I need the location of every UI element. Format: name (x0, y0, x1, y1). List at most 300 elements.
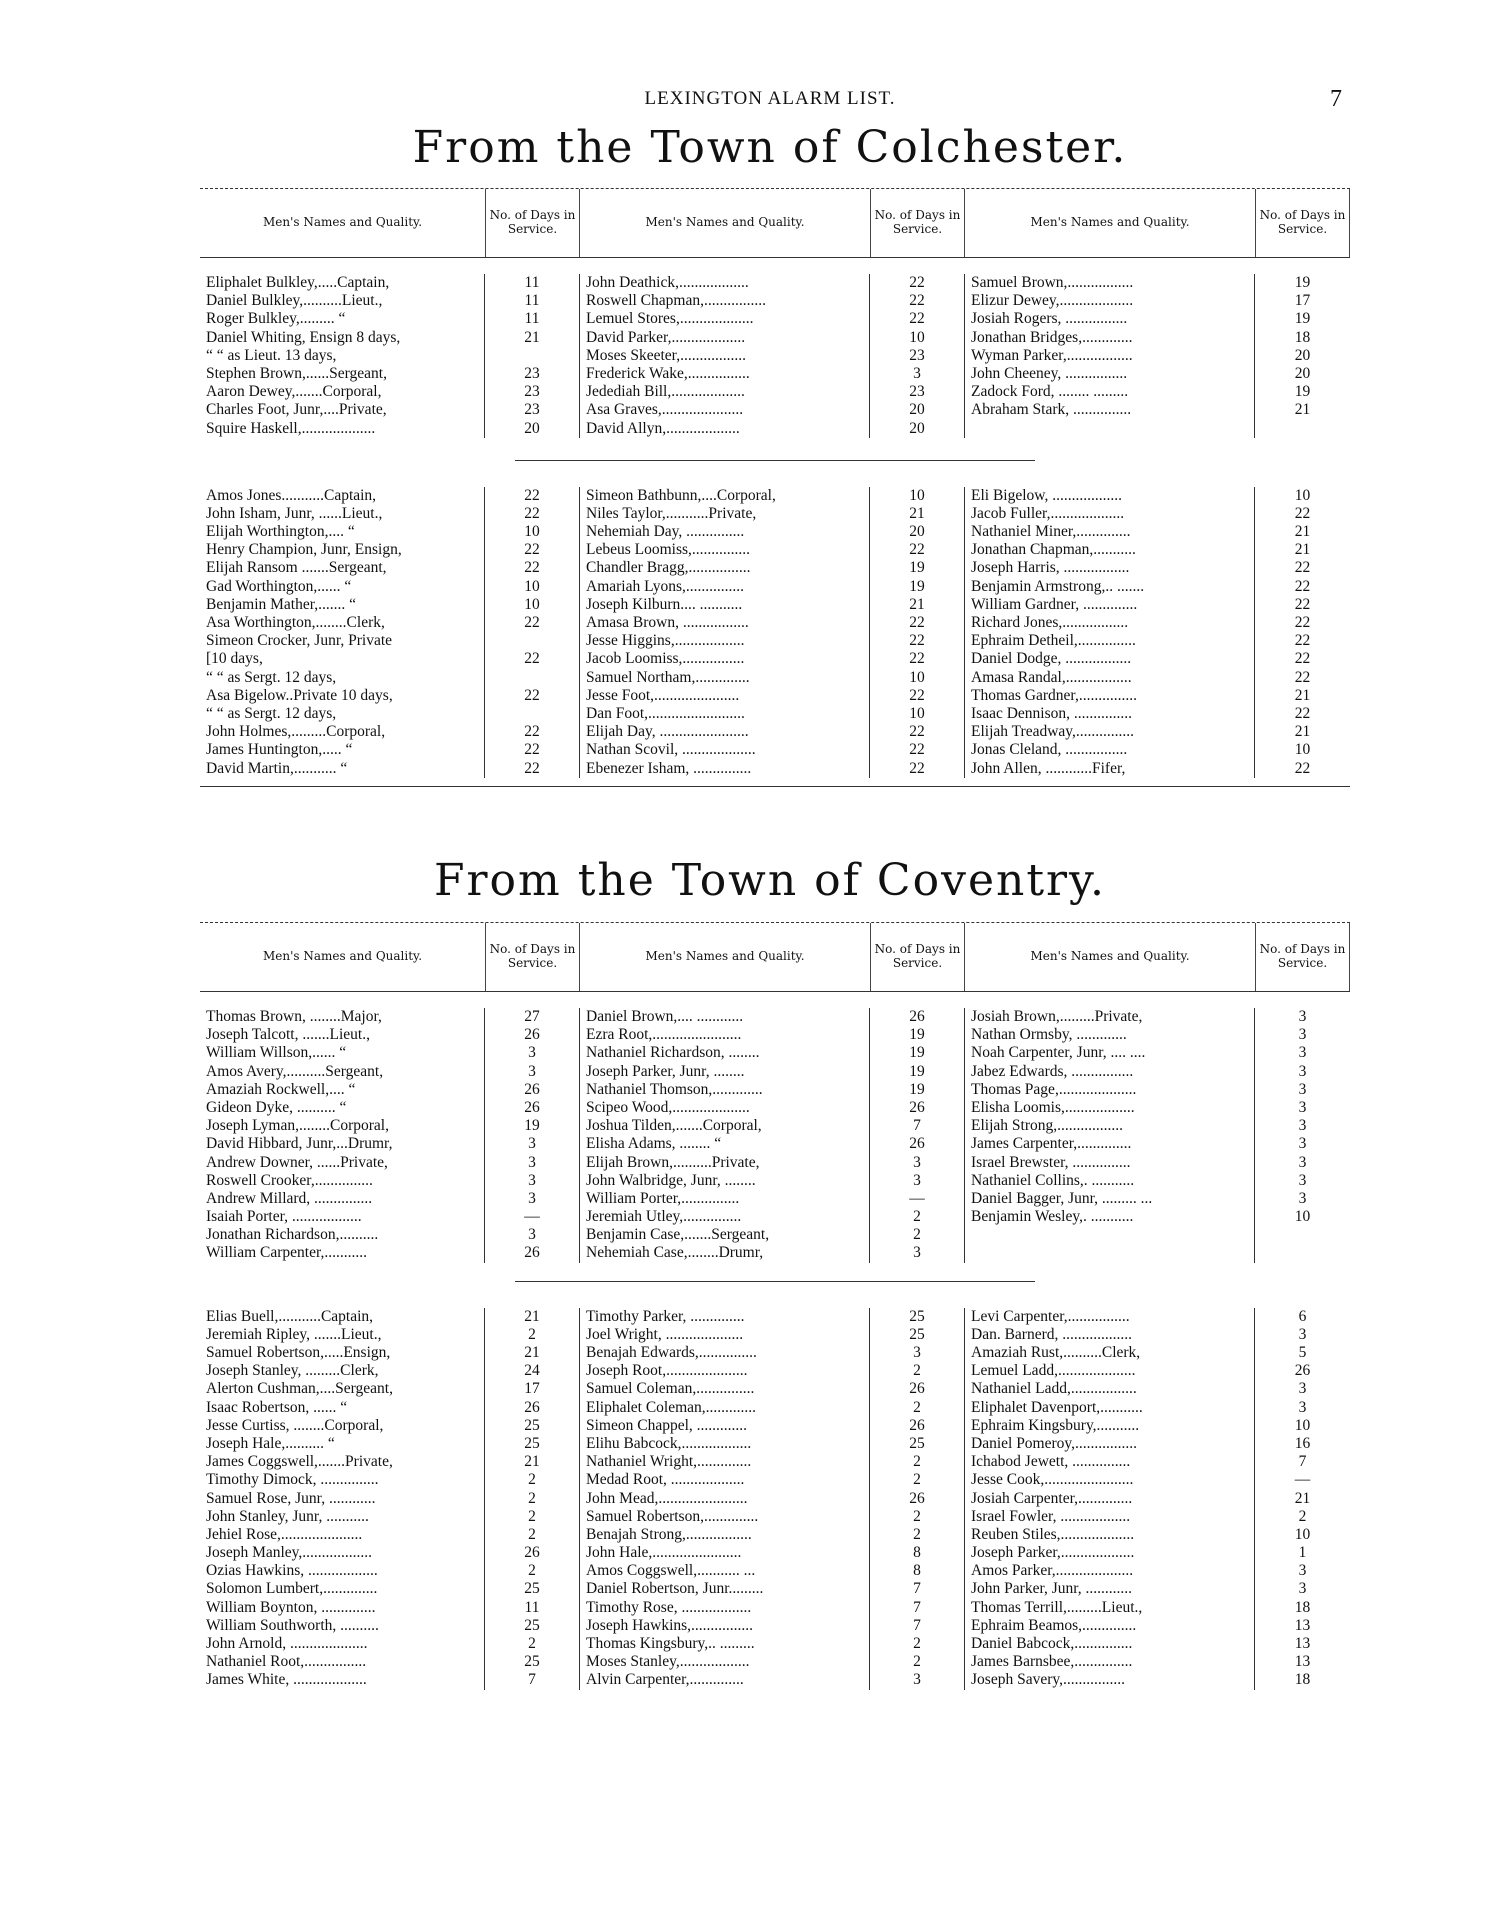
soldier-name: Asa Worthington,........Clerk, (206, 614, 385, 631)
soldier-name: Samuel Northam,.............. (586, 668, 750, 686)
days-value: 13 (1294, 1616, 1311, 1634)
soldier-name: Eliphalet Davenport,........... (971, 1398, 1143, 1416)
names-column (580, 487, 870, 778)
days-column (1255, 274, 1350, 438)
days-value: 26 (524, 1244, 540, 1262)
soldier-name: Joseph Manley,.................. (206, 1544, 373, 1562)
days-value: 26 (1294, 1362, 1311, 1380)
days-value: 2 (528, 1562, 536, 1580)
days-value: 10 (1294, 1525, 1311, 1543)
days-value: 23 (524, 364, 540, 382)
days-value: 22 (524, 650, 540, 668)
soldier-name: Isaac Robertson, ...... “ (206, 1398, 348, 1416)
soldier-name: Niles Taylor,...........Private, (586, 504, 757, 522)
days-value: 25 (909, 1307, 925, 1325)
soldier-name: Moses Skeeter,................. (586, 346, 746, 364)
names-header: Men's Names and Quality. (262, 215, 423, 230)
soldier-name: James Barnsbee,............... (971, 1653, 1133, 1671)
soldier-name: Elizur Dewey,................... (971, 292, 1134, 310)
days-value: 11 (524, 292, 540, 310)
days-header: No. of Days in Service. (1255, 189, 1350, 257)
soldier-name: James White, ................... (206, 1671, 367, 1689)
days-value: 11 (524, 1598, 540, 1616)
days-value: 23 (909, 346, 925, 364)
soldier-name: Simeon Chappel, ............. (586, 1416, 748, 1434)
soldier-name: John Deathick,.................. (586, 274, 749, 291)
soldier-name: Benjamin Mather,....... “ (206, 595, 357, 613)
names-column (965, 274, 1255, 438)
soldier-name: Jedediah Bill,................... (586, 383, 745, 401)
days-value: 2 (913, 1471, 921, 1489)
days-value: 3 (1298, 1153, 1307, 1171)
soldier-name: Elias Buell,...........Captain, (206, 1307, 374, 1325)
soldier-name: Elijah Treadway,............... (971, 723, 1135, 741)
days-value: 22 (1294, 668, 1311, 686)
days-value: 22 (524, 614, 540, 631)
soldier-name: John Isham, Junr, ......Lieut., (206, 504, 383, 522)
days-value: 21 (909, 504, 925, 522)
soldier-name: John Arnold, .................... (206, 1635, 368, 1652)
days-value: 26 (909, 1098, 925, 1116)
days-column (1255, 487, 1350, 778)
running-title: LEXINGTON ALARM LIST. (644, 88, 896, 109)
soldier-name: Squire Haskell,................... (206, 419, 376, 437)
soldier-name: Ephraim Beamos,.............. (971, 1616, 1137, 1634)
soldier-name: William Gardner, .............. (971, 595, 1138, 613)
days-value: 19 (909, 1062, 925, 1080)
names-column (580, 1008, 870, 1263)
days-value: 24 (524, 1362, 540, 1380)
soldier-name: Amasa Brown, ................. (586, 614, 749, 631)
soldier-name: Jonas Cleland, ................ (971, 741, 1128, 759)
days-value: 22 (909, 723, 925, 741)
soldier-name: Jacob Loomiss,................ (586, 650, 745, 668)
days-value: 22 (909, 686, 925, 704)
soldier-name: Amos Avery,..........Sergeant, (206, 1062, 384, 1080)
soldier-name: Jonathan Richardson,.......... (206, 1226, 379, 1244)
days-header: No. of Days in Service. (870, 189, 965, 257)
days-value: 7 (913, 1117, 921, 1135)
days-value: 11 (524, 274, 540, 291)
column-header-row (200, 188, 1350, 258)
names-column (200, 274, 485, 438)
soldier-name: John Cheeney, ................ (971, 364, 1128, 382)
days-value: 20 (1294, 364, 1311, 382)
soldier-name: Medad Root, ................... (586, 1471, 745, 1489)
days-value: 25 (524, 1580, 540, 1598)
days-column (870, 1308, 965, 1690)
days-value: 22 (524, 723, 540, 741)
soldier-name: Joseph Harris, ................. (971, 559, 1130, 577)
soldier-name: Dan. Barnerd, .................. (971, 1325, 1132, 1343)
soldier-name: Daniel Bulkley,..........Lieut., (206, 292, 383, 310)
days-value: 19 (909, 1080, 925, 1098)
days-value: 2 (913, 1525, 921, 1543)
soldier-name: [10 days, (206, 650, 263, 668)
soldier-name: Daniel Bagger, Junr, ......... ... (971, 1189, 1153, 1207)
days-value: 22 (909, 541, 925, 559)
days-value: 10 (909, 668, 925, 686)
names-column (200, 1308, 485, 1690)
days-column (485, 1008, 580, 1263)
soldier-name: Amos Parker,.................... (971, 1562, 1134, 1580)
soldier-name: James Coggswell,.......Private, (206, 1453, 393, 1471)
days-value: 20 (909, 401, 925, 419)
days-value: 21 (909, 595, 925, 613)
soldier-name: Israel Fowler, .................. (971, 1507, 1131, 1525)
colchester-roster (200, 188, 1350, 787)
soldier-name: Nathaniel Miner,.............. (971, 523, 1131, 541)
soldier-name: Lebeus Loomiss,............... (586, 541, 751, 559)
soldier-name: Isaac Dennison, ............... (971, 704, 1132, 722)
roster-block (200, 274, 1350, 438)
days-header: No. of Days in Service. (1255, 923, 1350, 991)
soldier-name: Joshua Tilden,.......Corporal, (586, 1117, 762, 1135)
soldier-name: Noah Carpenter, Junr, .... .... (971, 1044, 1146, 1062)
soldier-name: Nathaniel Root,................ (206, 1653, 367, 1671)
days-value: 1 (1298, 1544, 1307, 1562)
days-value: 3 (528, 1135, 536, 1153)
days-value: 26 (524, 1026, 540, 1044)
soldier-name: Ezra Root,....................... (586, 1026, 742, 1044)
soldier-name: Samuel Robertson,.............. (586, 1507, 759, 1525)
days-value: 19 (1294, 383, 1311, 401)
days-value: 3 (528, 1226, 536, 1244)
days-value: 18 (1294, 1598, 1311, 1616)
days-header: No. of Days in Service. (485, 923, 580, 991)
soldier-name: John Holmes,.........Corporal, (206, 723, 386, 741)
days-column (1255, 1308, 1350, 1690)
soldier-name: James Carpenter,.............. (971, 1135, 1132, 1153)
days-value: 11 (524, 310, 540, 328)
soldier-name: Daniel Dodge, ................. (971, 650, 1132, 668)
days-value: 21 (524, 1344, 540, 1361)
soldier-name: Daniel Brown,.... ............ (586, 1008, 744, 1025)
days-value: 3 (1298, 1062, 1307, 1080)
soldier-name: Jesse Cook,....................... (971, 1471, 1134, 1489)
soldier-name: Eliphalet Coleman,............. (586, 1398, 757, 1416)
soldier-name: William Southworth, .......... (206, 1616, 379, 1634)
days-value: 2 (528, 1635, 536, 1652)
soldier-name: Joseph Parker, Junr, ........ (586, 1062, 745, 1080)
days-value: 22 (1294, 632, 1311, 650)
soldier-name: Benjamin Case,.......Sergeant, (586, 1226, 770, 1244)
days-value (485, 632, 579, 650)
days-value: 22 (524, 486, 540, 504)
days-value: 2 (913, 1398, 921, 1416)
days-value: 22 (1294, 704, 1311, 722)
soldier-name: John Hale,....................... (586, 1544, 742, 1562)
days-value: 25 (909, 1325, 925, 1343)
soldier-name: Jabez Edwards, ................ (971, 1062, 1134, 1080)
days-value: 3 (1298, 1026, 1307, 1044)
soldier-name: Elijah Day, ....................... (586, 723, 749, 741)
soldier-name: Jesse Foot,...................... (586, 686, 740, 704)
soldier-name: Nathaniel Collins,. ........... (971, 1171, 1135, 1189)
soldier-name: David Martin,........... “ (206, 759, 348, 777)
days-value: 2 (913, 1653, 921, 1671)
soldier-name: Elijah Worthington,.... “ (206, 523, 355, 541)
days-value: 8 (913, 1544, 921, 1562)
soldier-name: Elijah Ransom .......Sergeant, (206, 559, 387, 577)
days-value: 3 (1298, 1380, 1307, 1398)
days-value: 3 (1298, 1171, 1307, 1189)
soldier-name: Benjamin Wesley,. ........... (971, 1208, 1134, 1226)
days-value: 25 (524, 1434, 540, 1452)
days-value: 27 (524, 1008, 540, 1025)
soldier-name: Lemuel Stores,................... (586, 310, 754, 328)
days-value: 22 (524, 741, 540, 759)
days-value: 10 (909, 328, 925, 346)
soldier-name: “ “ as Sergt. 12 days, (206, 704, 337, 722)
soldier-name: Stephen Brown,......Sergeant, (206, 364, 387, 382)
soldier-name: Daniel Babcock,............... (971, 1635, 1133, 1652)
days-value: 18 (1294, 328, 1311, 346)
days-value: 21 (1294, 686, 1311, 704)
days-value: 25 (909, 1434, 925, 1452)
soldier-name: Wyman Parker,................. (971, 346, 1133, 364)
soldier-name: Elijah Brown,..........Private, (586, 1153, 760, 1171)
soldier-name: Joseph Savery,................ (971, 1671, 1125, 1689)
names-column (200, 487, 485, 778)
soldier-name: Jehiel Rose,..................... (206, 1525, 363, 1543)
soldier-name: Nathan Scovil, ................... (586, 741, 756, 759)
days-value: 23 (909, 383, 925, 401)
days-value: — (909, 1189, 925, 1207)
soldier-name: Ephraim Kingsbury,........... (971, 1416, 1140, 1434)
soldier-name: Nathaniel Thomson,............. (586, 1080, 763, 1098)
days-value: 10 (1294, 1416, 1311, 1434)
days-value: 20 (909, 523, 925, 541)
days-value: 2 (913, 1362, 921, 1380)
soldier-name: Benjamin Armstrong,.. ....... (971, 577, 1145, 595)
days-value: 3 (1298, 1008, 1307, 1025)
soldier-name: Alvin Carpenter,.............. (586, 1671, 744, 1689)
soldier-name: Samuel Brown,................. (971, 274, 1134, 291)
days-header: No. of Days in Service. (485, 189, 580, 257)
soldier-name: Thomas Terrill,.........Lieut., (971, 1598, 1143, 1616)
soldier-name: Levi Carpenter,................ (971, 1307, 1130, 1325)
soldier-name: Henry Champion, Junr, Ensign, (206, 541, 402, 559)
days-value: 22 (1294, 650, 1311, 668)
soldier-name: Timothy Rose, .................. (586, 1598, 752, 1616)
soldier-name: Daniel Robertson, Junr......... (586, 1580, 764, 1598)
soldier-name: Timothy Dimock, ............... (206, 1471, 379, 1489)
soldier-name: Josiah Rogers, ................ (971, 310, 1128, 328)
soldier-name: John Allen, ............Fifer, (971, 759, 1126, 777)
days-value: 18 (1294, 1671, 1311, 1689)
days-value: 22 (909, 310, 925, 328)
soldier-name: Jonathan Chapman,........... (971, 541, 1136, 559)
days-value: 3 (1298, 1135, 1307, 1153)
days-value: 16 (1294, 1434, 1311, 1452)
days-value: 22 (524, 759, 540, 777)
soldier-name: Andrew Millard, ............... (206, 1189, 373, 1207)
soldier-name: Jeremiah Utley,............... (586, 1208, 742, 1226)
days-value: 26 (524, 1544, 540, 1562)
days-value: 23 (524, 401, 540, 419)
soldier-name: Ichabod Jewett, ............... (971, 1453, 1131, 1471)
days-value: 17 (524, 1380, 540, 1398)
days-value: 3 (528, 1044, 536, 1062)
days-value: 22 (1294, 577, 1311, 595)
names-column (965, 1008, 1255, 1263)
soldier-name: John Stanley, Junr, ........... (206, 1507, 369, 1525)
soldier-name: Chandler Bragg,................ (586, 559, 751, 577)
days-value: 22 (524, 686, 540, 704)
soldier-name: Timothy Parker, .............. (586, 1307, 745, 1325)
days-value: 22 (524, 541, 540, 559)
days-value: 3 (1298, 1117, 1307, 1135)
soldier-name: Daniel Pomeroy,................ (971, 1434, 1138, 1452)
soldier-name: Charles Foot, Junr,....Private, (206, 401, 387, 419)
soldier-name: Solomon Lumbert,.............. (206, 1580, 378, 1598)
soldier-name: Joseph Parker,................... (971, 1544, 1135, 1562)
days-value: 8 (913, 1562, 921, 1580)
days-value: 6 (1298, 1307, 1307, 1325)
town-title-coventry: From the Town of Coventry. (433, 855, 1107, 906)
names-column (965, 1308, 1255, 1690)
roster-block (200, 1308, 1350, 1690)
days-value: 3 (528, 1062, 536, 1080)
soldier-name: Elihu Babcock,.................. (586, 1434, 752, 1452)
days-value: 26 (524, 1080, 540, 1098)
days-value: 13 (1294, 1653, 1311, 1671)
soldier-name: Joseph Hawkins,................ (586, 1616, 754, 1634)
days-value: 22 (909, 614, 925, 631)
days-value: 20 (909, 419, 925, 437)
soldier-name: Asa Graves,..................... (586, 401, 744, 419)
days-value: 19 (1294, 274, 1311, 291)
days-value (485, 705, 579, 723)
days-value: 20 (524, 419, 540, 437)
days-value: 10 (524, 577, 540, 595)
soldier-name: David Parker,................... (586, 328, 746, 346)
days-value: 22 (1294, 504, 1311, 522)
names-column (580, 1308, 870, 1690)
names-column (200, 1008, 485, 1263)
soldier-name: Jacob Fuller,................... (971, 504, 1125, 522)
soldier-name: William Boynton, .............. (206, 1598, 376, 1616)
days-value: 21 (524, 1307, 540, 1325)
soldier-name: Ozias Hawkins, .................. (206, 1562, 378, 1580)
page-number: 7 (1330, 86, 1342, 112)
soldier-name: Jesse Curtiss, ........Corporal, (206, 1416, 384, 1434)
soldier-name: Alerton Cushman,....Sergeant, (206, 1380, 393, 1398)
soldier-name: Amariah Lyons,............... (586, 577, 744, 595)
days-column (1255, 1008, 1350, 1263)
soldier-name: Jesse Higgins,.................. (586, 632, 745, 650)
days-value (485, 347, 579, 365)
names-header: Men's Names and Quality. (262, 949, 423, 964)
days-header: No. of Days in Service. (870, 923, 965, 991)
soldier-name: Nathaniel Richardson, ........ (586, 1044, 760, 1062)
days-value: 22 (1294, 759, 1311, 777)
days-value: 2 (913, 1208, 921, 1226)
days-value: 26 (524, 1098, 540, 1116)
days-value: 10 (1294, 741, 1311, 759)
town-title-colchester: From the Town of Colchester. (412, 122, 1128, 173)
days-value: 3 (913, 1171, 921, 1189)
soldier-name: Joseph Hale,.......... “ (206, 1434, 335, 1452)
days-value: 3 (1298, 1189, 1307, 1207)
soldier-name: Amos Coggswell,........... ... (586, 1562, 756, 1580)
soldier-name: Gideon Dyke, .......... “ (206, 1098, 347, 1116)
soldier-name: Joseph Kilburn.... ........... (586, 595, 743, 613)
days-value: 20 (1294, 346, 1311, 364)
soldier-name: Roswell Chapman,................ (586, 292, 766, 310)
soldier-name: Jonathan Bridges,............. (971, 328, 1133, 346)
soldier-name: John Mead,....................... (586, 1489, 748, 1507)
days-value: 22 (1294, 595, 1311, 613)
days-value: 7 (1298, 1453, 1307, 1471)
soldier-name: Roger Bulkley,......... “ (206, 310, 346, 328)
soldier-name: William Porter,............... (586, 1189, 740, 1207)
days-value: 3 (913, 1244, 921, 1262)
days-column (485, 1308, 580, 1690)
soldier-name: Simeon Crocker, Junr, Private (206, 632, 393, 650)
days-value: 3 (1298, 1398, 1307, 1416)
soldier-name: Gad Worthington,...... “ (206, 577, 352, 595)
soldier-name: James Huntington,..... “ (206, 741, 353, 759)
soldier-name: Frederick Wake,................ (586, 364, 750, 382)
days-value: 3 (1298, 1325, 1307, 1343)
days-value: — (524, 1208, 540, 1226)
days-value: 22 (524, 559, 540, 577)
days-value: 10 (1294, 486, 1311, 504)
soldier-name: Elisha Adams, ........ “ (586, 1135, 722, 1153)
days-value: 3 (528, 1171, 536, 1189)
days-value: 10 (909, 486, 925, 504)
days-value: 19 (909, 577, 925, 595)
days-column (870, 487, 965, 778)
days-value: 25 (524, 1616, 540, 1634)
days-value: 3 (913, 1153, 921, 1171)
soldier-name: William Carpenter,........... (206, 1244, 368, 1262)
names-header: Men's Names and Quality. (1030, 215, 1190, 230)
soldier-name: Daniel Whiting, Ensign 8 days, (206, 328, 401, 346)
names-header: Men's Names and Quality. (1030, 949, 1190, 964)
days-value: 22 (909, 274, 925, 291)
soldier-name: Israel Brewster, ............... (971, 1153, 1131, 1171)
days-value: 21 (1294, 541, 1311, 559)
days-value: 10 (909, 704, 925, 722)
days-value: 22 (1294, 559, 1311, 577)
days-value: 2 (528, 1489, 536, 1507)
soldier-name: Nathaniel Ladd,................. (971, 1380, 1137, 1398)
days-value: 19 (909, 559, 925, 577)
soldier-name: Benajah Strong,................. (586, 1525, 752, 1543)
days-value: 21 (524, 1453, 540, 1471)
days-value: 7 (528, 1671, 536, 1689)
names-header: Men's Names and Quality. (645, 949, 805, 964)
soldier-name: Thomas Page,.................... (971, 1080, 1137, 1098)
coventry-roster (200, 922, 1350, 1690)
soldier-name: Abraham Stark, ............... (971, 401, 1132, 419)
roster-block (200, 1008, 1350, 1263)
soldier-name: Benajah Edwards,............... (586, 1344, 757, 1361)
days-value: 22 (524, 504, 540, 522)
days-value: 2 (913, 1635, 921, 1652)
soldier-name: Amaziah Rockwell,.... “ (206, 1080, 356, 1098)
days-value: 3 (528, 1153, 536, 1171)
names-column (965, 487, 1255, 778)
days-value: 19 (524, 1117, 540, 1135)
days-value: 25 (524, 1653, 540, 1671)
soldier-name: Joseph Talcott, .......Lieut., (206, 1026, 370, 1044)
names-column (580, 274, 870, 438)
soldier-name: Eli Bigelow, .................. (971, 486, 1122, 504)
